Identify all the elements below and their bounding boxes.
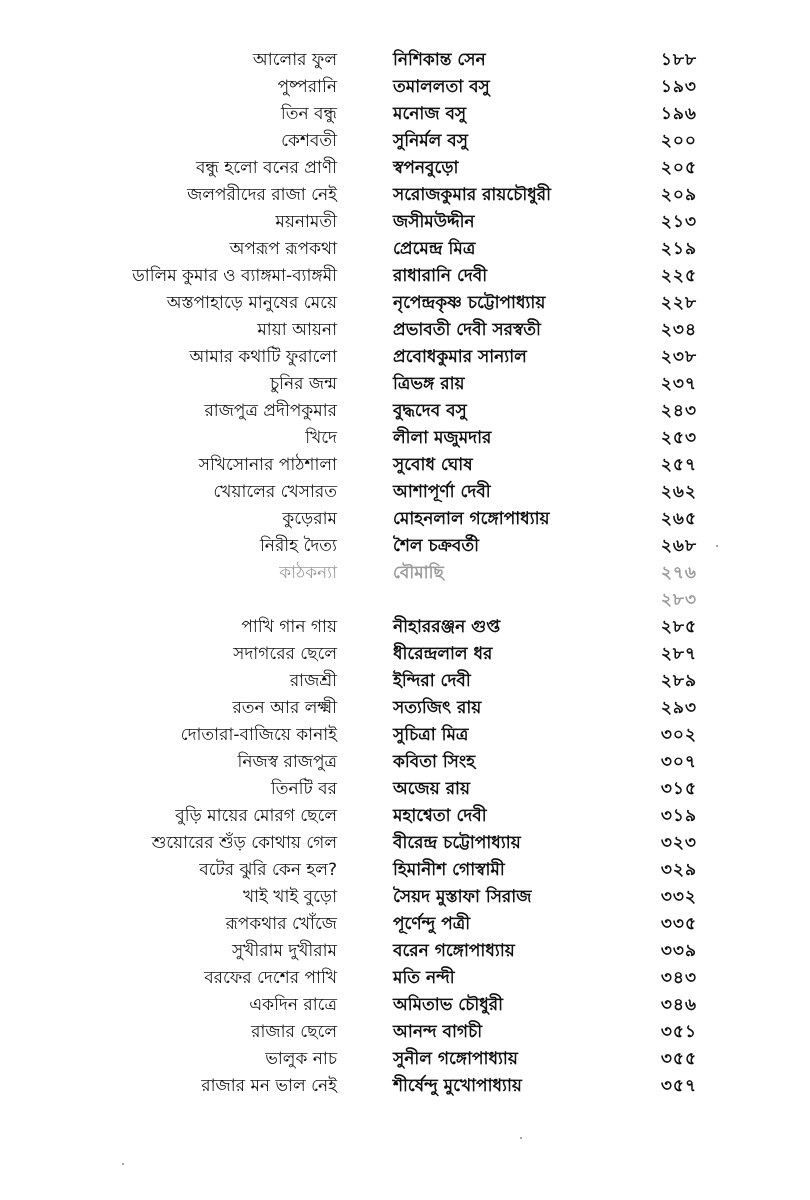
toc-entry bbox=[0, 1073, 810, 1100]
toc-entry bbox=[0, 830, 810, 857]
toc-entry bbox=[0, 803, 810, 830]
story-title: বন্ধু হলো বনের প্রাণী bbox=[195, 158, 337, 178]
toc-entry bbox=[0, 1019, 810, 1046]
author-name: মনোজ বসু bbox=[393, 104, 467, 124]
author-name: কবিতা সিংহ bbox=[393, 752, 476, 772]
toc-entry bbox=[0, 965, 810, 992]
story-title: কুড়েরাম bbox=[282, 509, 337, 529]
page-number: ২৬৮ bbox=[660, 536, 697, 556]
toc-entry bbox=[0, 74, 810, 101]
print-speck bbox=[520, 1137, 522, 1139]
page-number: ১৯৬ bbox=[660, 104, 697, 124]
author-name: বরেন গঙ্গোপাধ্যায় bbox=[393, 941, 515, 961]
story-title: বরফের দেশের পাখি bbox=[204, 968, 337, 988]
toc-entry bbox=[0, 587, 810, 614]
author-name: সত্যজিৎ রায় bbox=[393, 698, 482, 718]
author-name: অমিতাভ চৌধুরী bbox=[393, 995, 503, 1015]
author-name: মহাশ্বেতা দেবী bbox=[393, 806, 487, 826]
story-title: চুনির জন্ম bbox=[269, 374, 337, 394]
page-number: ২২৮ bbox=[660, 293, 697, 313]
story-title: তিনটি বর bbox=[270, 779, 337, 799]
author-name: স্বপনবুড়ো bbox=[393, 158, 459, 178]
toc-entry bbox=[0, 749, 810, 776]
author-name: ধীরেন্দ্রলাল ধর bbox=[393, 644, 493, 664]
story-title: কেশবতী bbox=[281, 131, 337, 151]
story-title: তিন বন্ধু bbox=[280, 104, 337, 124]
story-title: রূপকথার খোঁজে bbox=[225, 914, 337, 934]
toc-entry bbox=[0, 668, 810, 695]
page-number: ২৬২ bbox=[660, 482, 697, 502]
toc-entry bbox=[0, 371, 810, 398]
author-name: সুচিত্রা মিত্র bbox=[393, 725, 469, 745]
page-number: ৩৩৫ bbox=[660, 914, 697, 934]
story-title: বটের ঝুরি কেন হল? bbox=[199, 860, 337, 880]
author-name: সৈয়দ মুস্তাফা সিরাজ bbox=[393, 887, 532, 907]
toc-entry bbox=[0, 479, 810, 506]
page-number: ২০০ bbox=[660, 131, 697, 151]
page-number: ২০৯ bbox=[660, 185, 697, 205]
story-title: রাজপুত্র প্রদীপকুমার bbox=[204, 401, 337, 421]
story-title: দোতারা-বাজিয়ে কানাই bbox=[180, 725, 337, 745]
page-number: ২৭৬ bbox=[660, 563, 697, 583]
toc-entry bbox=[0, 614, 810, 641]
author-name: মোহনলাল গঙ্গোপাধ্যায় bbox=[393, 509, 550, 529]
toc-entry bbox=[0, 47, 810, 74]
author-name: সুনির্মল বসু bbox=[393, 131, 468, 151]
story-title: আলোর ফুল bbox=[252, 50, 337, 70]
toc-entry bbox=[0, 560, 810, 587]
page-number: ৩৫৭ bbox=[660, 1076, 697, 1096]
page-number: ২০৫ bbox=[660, 158, 697, 178]
story-title: রাজার মন ভাল নেই bbox=[201, 1076, 337, 1096]
story-title: ভালুক নাচ bbox=[265, 1049, 337, 1069]
story-title: পুষ্পরানি bbox=[277, 77, 337, 97]
page-number: ২৯৩ bbox=[660, 698, 697, 718]
story-title: বুড়ি মায়ের মোরগ ছেলে bbox=[175, 806, 337, 826]
author-name: রাধারানি দেবী bbox=[393, 266, 488, 286]
toc-entry bbox=[0, 155, 810, 182]
toc-entry bbox=[0, 695, 810, 722]
toc-entry bbox=[0, 425, 810, 452]
story-title: সখিসোনার পাঠশালা bbox=[198, 455, 337, 475]
story-title: সুখীরাম দুখীরাম bbox=[231, 941, 337, 961]
story-title: রাজার ছেলে bbox=[251, 1022, 337, 1042]
print-speck bbox=[716, 545, 718, 547]
toc-entry bbox=[0, 992, 810, 1019]
toc-entry bbox=[0, 857, 810, 884]
page-number: ২৬৫ bbox=[660, 509, 697, 529]
table-of-contents bbox=[0, 47, 810, 1100]
page-number: ২৫৭ bbox=[660, 455, 697, 475]
print-speck bbox=[122, 1163, 124, 1165]
author-name: নৃপেন্দ্রকৃষ্ণ চট্টোপাধ্যায় bbox=[393, 293, 546, 313]
story-title: খিদে bbox=[305, 428, 337, 448]
author-name: শীর্ষেন্দু মুখোপাধ্যায় bbox=[393, 1076, 522, 1096]
story-title: নিরীহ দৈত্য bbox=[259, 536, 337, 556]
author-name: বীরেন্দ্র চট্টোপাধ্যায় bbox=[393, 833, 521, 853]
story-title: ডালিম কুমার ও ব্যাঙ্গমা-ব্যাঙ্গমী bbox=[132, 266, 337, 286]
story-title: ময়নামতী bbox=[275, 212, 337, 232]
story-title: শুয়োরের শুঁড় কোথায় গেল bbox=[151, 833, 337, 853]
toc-entry bbox=[0, 776, 810, 803]
toc-entry bbox=[0, 938, 810, 965]
author-name: প্রেমেন্দ্র মিত্র bbox=[393, 239, 476, 259]
author-name: সুবোধ ঘোষ bbox=[393, 455, 473, 475]
page-number: ৩৩৯ bbox=[660, 941, 697, 961]
toc-entry bbox=[0, 884, 810, 911]
page-number: ৩২৩ bbox=[660, 833, 697, 853]
toc-entry bbox=[0, 209, 810, 236]
page-number: ২১৯ bbox=[660, 239, 697, 259]
author-name: ইন্দিরা দেবী bbox=[393, 671, 471, 691]
author-name: ত্রিভঙ্গ রায় bbox=[393, 374, 465, 394]
page-number: ২৩৮ bbox=[660, 347, 697, 367]
author-name: মতি নন্দী bbox=[393, 968, 455, 988]
story-title: অপরূপ রূপকথা bbox=[229, 239, 337, 259]
page-number: ২৮৫ bbox=[660, 617, 697, 637]
toc-entry bbox=[0, 722, 810, 749]
story-title: সদাগরের ছেলে bbox=[233, 644, 337, 664]
page-number: ৩৪৬ bbox=[660, 995, 697, 1015]
page-number: ২৪৩ bbox=[660, 401, 697, 421]
story-title: রতন আর লক্ষ্মী bbox=[232, 698, 337, 718]
page-number: ২৫৩ bbox=[660, 428, 697, 448]
author-name: অজেয় রায় bbox=[393, 779, 470, 799]
author-name: বৌমাছি bbox=[393, 563, 444, 583]
story-title: মায়া আয়না bbox=[257, 320, 337, 340]
page-number: ২২৫ bbox=[660, 266, 697, 286]
page-number: ৩৫৫ bbox=[660, 1049, 697, 1069]
page-number: ২৮৯ bbox=[660, 671, 697, 691]
author-name: সুনীল গঙ্গোপাধ্যায় bbox=[393, 1049, 518, 1069]
toc-entry bbox=[0, 641, 810, 668]
toc-entry bbox=[0, 911, 810, 938]
author-name: আশাপূর্ণা দেবী bbox=[393, 482, 491, 502]
toc-entry bbox=[0, 506, 810, 533]
author-name: শৈল চক্রবর্তী bbox=[393, 536, 479, 556]
toc-entry bbox=[0, 182, 810, 209]
author-name: সরোজকুমার রায়চৌধুরী bbox=[393, 185, 551, 205]
page-number: ৩০৭ bbox=[660, 752, 697, 772]
page-number: ৩০২ bbox=[660, 725, 697, 745]
page-number: ১৯৩ bbox=[660, 77, 697, 97]
story-title: পাখি গান গায় bbox=[241, 617, 337, 637]
author-name: জসীমউদ্দীন bbox=[393, 212, 475, 232]
toc-entry bbox=[0, 344, 810, 371]
page-number: ২৩৭ bbox=[660, 374, 697, 394]
toc-entry bbox=[0, 101, 810, 128]
page-number: ২১৩ bbox=[660, 212, 697, 232]
toc-entry bbox=[0, 236, 810, 263]
author-name: পূর্ণেন্দু পত্রী bbox=[393, 914, 471, 934]
toc-entry bbox=[0, 398, 810, 425]
page-number: ২৮৩ bbox=[660, 590, 697, 610]
toc-entry bbox=[0, 1046, 810, 1073]
toc-entry bbox=[0, 290, 810, 317]
toc-entry bbox=[0, 128, 810, 155]
author-name: আনন্দ বাগচী bbox=[393, 1022, 483, 1042]
page-number: ৩২৯ bbox=[660, 860, 697, 880]
page-number: ৩৪৩ bbox=[660, 968, 697, 988]
author-name: নিশিকান্ত সেন bbox=[393, 50, 486, 70]
author-name: তমাললতা বসু bbox=[393, 77, 490, 97]
page-number: ২৮৭ bbox=[660, 644, 697, 664]
toc-entry bbox=[0, 263, 810, 290]
page-number: ১৮৮ bbox=[660, 50, 697, 70]
author-name: বুদ্ধদেব বসু bbox=[393, 401, 467, 421]
author-name: নীহাররঞ্জন গুপ্ত bbox=[393, 617, 501, 637]
page-number: ৩৫১ bbox=[660, 1022, 697, 1042]
page-number: ৩৩২ bbox=[660, 887, 697, 907]
story-title: রাজশ্রী bbox=[289, 671, 337, 691]
story-title: আমার কথাটি ফুরালো bbox=[189, 347, 337, 367]
page-number: ২৩৪ bbox=[660, 320, 697, 340]
page-number: ৩১৯ bbox=[660, 806, 697, 826]
story-title: অস্তপাহাড়ে মানুষের মেয়ে bbox=[166, 293, 337, 313]
page-number: ৩১৫ bbox=[660, 779, 697, 799]
toc-entry bbox=[0, 317, 810, 344]
author-name: প্রভাবতী দেবী সরস্বতী bbox=[393, 320, 541, 340]
story-title: কাঠকন্যা bbox=[279, 563, 337, 583]
toc-entry bbox=[0, 452, 810, 479]
story-title: নিজস্ব রাজপুত্র bbox=[237, 752, 337, 772]
story-title: একদিন রাত্রে bbox=[249, 995, 337, 1015]
story-title: খাই খাই বুড়ো bbox=[242, 887, 337, 907]
toc-entry bbox=[0, 533, 810, 560]
story-title: জলপরীদের রাজা নেই bbox=[187, 185, 337, 205]
author-name: হিমানীশ গোস্বামী bbox=[393, 860, 505, 880]
author-name: লীলা মজুমদার bbox=[393, 428, 492, 448]
story-title: খেয়ালের খেসারত bbox=[213, 482, 337, 502]
author-name: প্রবোধকুমার সান্যাল bbox=[393, 347, 527, 367]
